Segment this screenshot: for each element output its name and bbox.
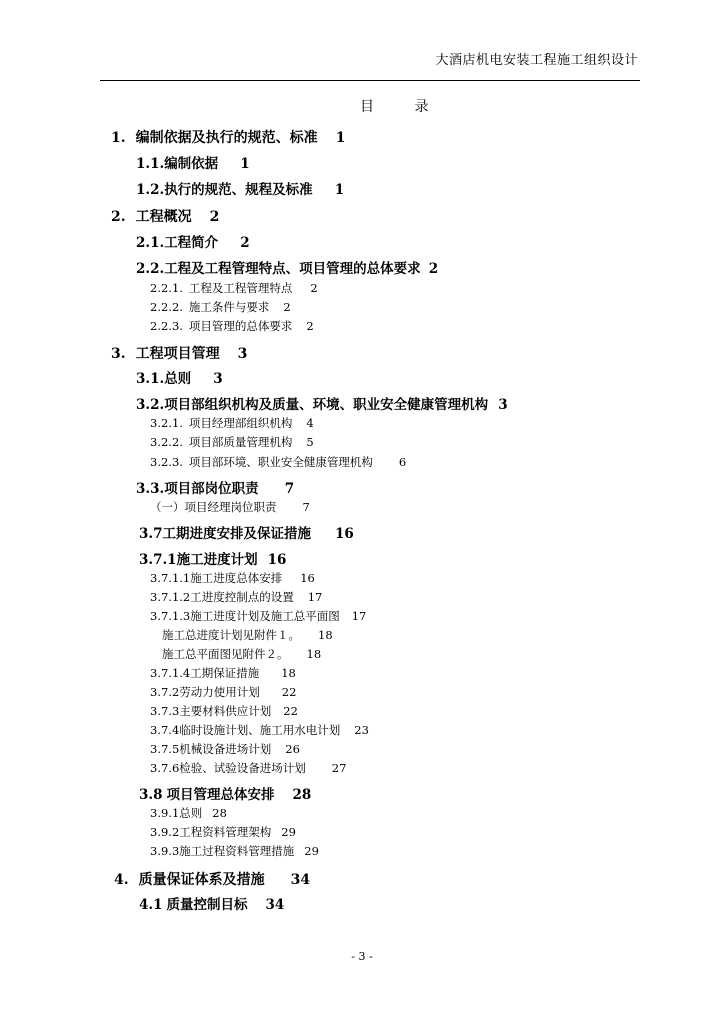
toc-entry[interactable] (150, 725, 369, 737)
toc-entry-page: 7 (302, 500, 310, 514)
toc-entry-number: 3.7.3 (150, 704, 180, 718)
toc-entry-number: 3.7.1.3 (150, 609, 191, 623)
toc-entry-number: 3.7.4 (150, 723, 180, 737)
toc-entry-number: 3.2.1. (150, 416, 183, 430)
toc-entry-page: 3 (237, 346, 248, 362)
header-divider (100, 80, 640, 81)
toc-entry-number: 2.1. (136, 235, 165, 251)
toc-entry-number: 3.7 (139, 526, 163, 542)
toc-entry-page: 29 (304, 844, 319, 858)
toc-entry[interactable] (136, 483, 294, 497)
toc-entry-text: 质量控制目标 (166, 897, 248, 913)
toc-entry-text: 施工条件与要求 (188, 300, 270, 314)
toc-entry-page: 2 (310, 281, 318, 295)
toc-entry-page: 1 (334, 182, 345, 198)
toc-entry[interactable] (136, 158, 250, 172)
toc-entry-text: 执行的规范、规程及标准 (164, 182, 313, 198)
toc-entry-text: 施工总平面图见附件２。 (162, 647, 289, 661)
toc-entry[interactable] (136, 263, 438, 277)
toc-entry-page: 2 (306, 319, 314, 333)
toc-entry-page: 34 (290, 872, 311, 888)
toc-entry-page: 22 (281, 685, 297, 699)
toc-entry[interactable] (111, 210, 219, 224)
toc-entry[interactable] (139, 554, 286, 568)
toc-entry-text: 施工进度计划及施工总平面图 (190, 609, 340, 623)
toc-entry-text: 总则 (179, 806, 203, 820)
toc-entry[interactable] (150, 302, 291, 314)
page-number: - 3 - (351, 950, 373, 963)
toc-entry-number: 3. (111, 346, 126, 362)
toc-entry-number: （一） (150, 500, 185, 514)
toc-entry-number: 1.1. (136, 156, 165, 172)
toc-entry-text: 项目经理岗位职责 (184, 500, 277, 514)
toc-entry-text: 施工总进度计划见附件１。 (162, 628, 300, 642)
toc-entry-text: 项目部环境、职业安全健康管理机构 (188, 455, 373, 469)
toc-entry-page: 1 (335, 130, 346, 146)
toc-entry-number: 4. (114, 872, 129, 888)
toc-entry-page: 3 (498, 397, 508, 413)
toc-entry-page: 2 (428, 261, 439, 277)
toc-entry-page: 29 (281, 825, 296, 839)
toc-entry[interactable] (150, 611, 366, 623)
toc-entry[interactable] (139, 899, 284, 913)
toc-entry[interactable] (136, 184, 344, 198)
toc-entry-page: 4 (306, 416, 314, 430)
toc-entry-page: 6 (398, 455, 407, 469)
toc-entry-page: 28 (292, 787, 312, 803)
toc-entry-number: 3.7.1.2 (150, 590, 191, 604)
toc-entry-page: 7 (284, 481, 295, 497)
toc-entry[interactable] (150, 763, 346, 775)
toc-entry-number: 3.9.2 (150, 825, 180, 839)
toc-entry-number: 2.2.3. (150, 319, 183, 333)
toc-entry-number: 1. (111, 130, 126, 146)
toc-entry[interactable] (150, 592, 322, 604)
toc-entry-number: 3.3. (136, 481, 165, 497)
toc-entry-text: 项目管理的总体要求 (188, 319, 293, 333)
toc-entry-text: 项目部组织机构及质量、环境、职业安全健康管理机构 (164, 397, 489, 413)
toc-entry[interactable] (136, 237, 250, 251)
toc-entry-number: 3.7.1.1 (150, 571, 191, 585)
toc-entry[interactable] (111, 347, 247, 361)
toc-entry-page: 17 (351, 609, 367, 623)
toc-entry-text: 质量保证体系及措施 (138, 872, 265, 888)
toc-entry[interactable] (150, 827, 296, 839)
toc-entry[interactable] (150, 502, 310, 514)
toc-entry-page: 16 (335, 526, 354, 542)
toc-entry-number: 3.9.3 (150, 844, 180, 858)
toc-entry-text: 施工进度计划 (176, 552, 258, 568)
toc-entry-number: 2.2.2. (150, 300, 183, 314)
toc-entry[interactable] (150, 283, 318, 295)
toc-entry[interactable] (136, 399, 508, 413)
toc-entry[interactable] (150, 668, 296, 680)
toc-entry-page: 27 (331, 761, 347, 775)
toc-entry[interactable] (150, 687, 296, 699)
toc-entry-page: 28 (212, 806, 227, 820)
toc-entry-number: 2.2.1. (150, 281, 183, 295)
toc-entry-number: 3.2. (136, 397, 165, 413)
toc-entry-number: 3.8 (139, 787, 163, 803)
toc-entry-text: 项目部质量管理机构 (188, 435, 293, 449)
toc-entry[interactable] (150, 744, 300, 756)
toc-entry-text: 主要材料供应计划 (179, 704, 272, 718)
toc-entry-text: 工程资料管理架构 (179, 825, 272, 839)
toc-entry-number: 3.2.3. (150, 455, 183, 469)
toc-entry-page: 26 (285, 742, 300, 756)
toc-entry-text: 工程及工程管理特点、项目管理的总体要求 (164, 261, 421, 277)
toc-entry[interactable] (150, 573, 315, 585)
header-title: 大酒店机电安装工程施工组织设计 (435, 53, 638, 68)
toc-entry-text: 施工进度总体安排 (190, 571, 283, 585)
toc-entry-text: 项目管理总体安排 (166, 787, 275, 803)
toc-entry-number: 3.7.6 (150, 761, 180, 775)
toc-entry[interactable] (150, 321, 314, 333)
toc-entry-text: 工程简介 (164, 235, 219, 251)
toc-entry[interactable] (150, 418, 314, 430)
toc-entry[interactable] (139, 528, 354, 542)
toc-entry-text: 工程概况 (135, 209, 192, 225)
toc-entry[interactable] (162, 649, 321, 661)
toc-entry[interactable] (150, 846, 319, 858)
toc-entry-text: 总则 (164, 371, 192, 387)
toc-entry-page: 2 (283, 300, 291, 314)
toc-entry-text: 机械设备进场计划 (179, 742, 272, 756)
toc-entry-page: 2 (240, 235, 250, 251)
toc-entry-text: 工期进度安排及保证措施 (162, 526, 311, 542)
toc-entry-text: 临时设施计划、施工用水电计划 (179, 723, 341, 737)
toc-entry[interactable] (111, 131, 345, 145)
toc-entry-number: 3.2.2. (150, 435, 183, 449)
toc-entry-text: 工进度控制点的设置 (190, 590, 294, 604)
toc-entry-page: 18 (318, 628, 333, 642)
toc-entry-text: 工期保证措施 (190, 666, 260, 680)
toc-entry-page: 1 (240, 156, 250, 172)
toc-entry-text: 工程项目管理 (135, 346, 220, 362)
toc-entry-page: 16 (267, 552, 287, 568)
toc-entry-number: 3.1. (136, 371, 165, 387)
toc-entry-number: 2. (111, 209, 126, 225)
toc-entry-page: 16 (300, 571, 315, 585)
toc-entry-text: 项目部岗位职责 (164, 481, 259, 497)
toc-entry-page: 18 (306, 647, 322, 661)
toc-entry-number: 3.7.5 (150, 742, 180, 756)
toc-entry[interactable] (114, 873, 310, 887)
toc-entry[interactable] (162, 630, 333, 642)
toc-entry[interactable] (150, 457, 406, 469)
toc-entry-number: 4.1 (139, 897, 163, 913)
toc-entry-page: 18 (281, 666, 296, 680)
toc-entry-number: 3.7.2 (150, 685, 180, 699)
toc-entry-text: 工程及工程管理特点 (188, 281, 293, 295)
toc-title: 目 录 (360, 99, 447, 115)
toc-entry-text: 施工过程资料管理措施 (179, 844, 295, 858)
toc-entry[interactable] (136, 373, 223, 387)
toc-entry-text: 编制依据 (164, 156, 219, 172)
toc-entry-page: 5 (306, 435, 314, 449)
toc-entry-text: 编制依据及执行的规范、标准 (135, 130, 318, 146)
toc-entry-page: 23 (354, 723, 369, 737)
toc-entry[interactable] (150, 706, 298, 718)
toc-entry-number: 1.2. (136, 182, 165, 198)
toc-entry-number: 3.7.1.4 (150, 666, 191, 680)
toc-entry-page: 22 (283, 704, 298, 718)
toc-entry-number: 3.9.1 (150, 806, 180, 820)
toc-entry-text: 劳动力使用计划 (179, 685, 260, 699)
toc-entry-text: 检验、试验设备进场计划 (179, 761, 306, 775)
toc-entry-page: 17 (307, 590, 323, 604)
toc-entry[interactable] (139, 789, 311, 803)
toc-entry-text: 项目经理部组织机构 (188, 416, 293, 430)
toc-entry-page: 34 (265, 897, 285, 913)
toc-entry-page: 2 (209, 209, 220, 225)
toc-entry[interactable] (150, 437, 314, 449)
toc-entry-page: 3 (213, 371, 223, 387)
toc-entry-number: 2.2. (136, 261, 165, 277)
toc-entry-number: 3.7.1 (139, 552, 177, 568)
toc-entry[interactable] (150, 808, 227, 820)
